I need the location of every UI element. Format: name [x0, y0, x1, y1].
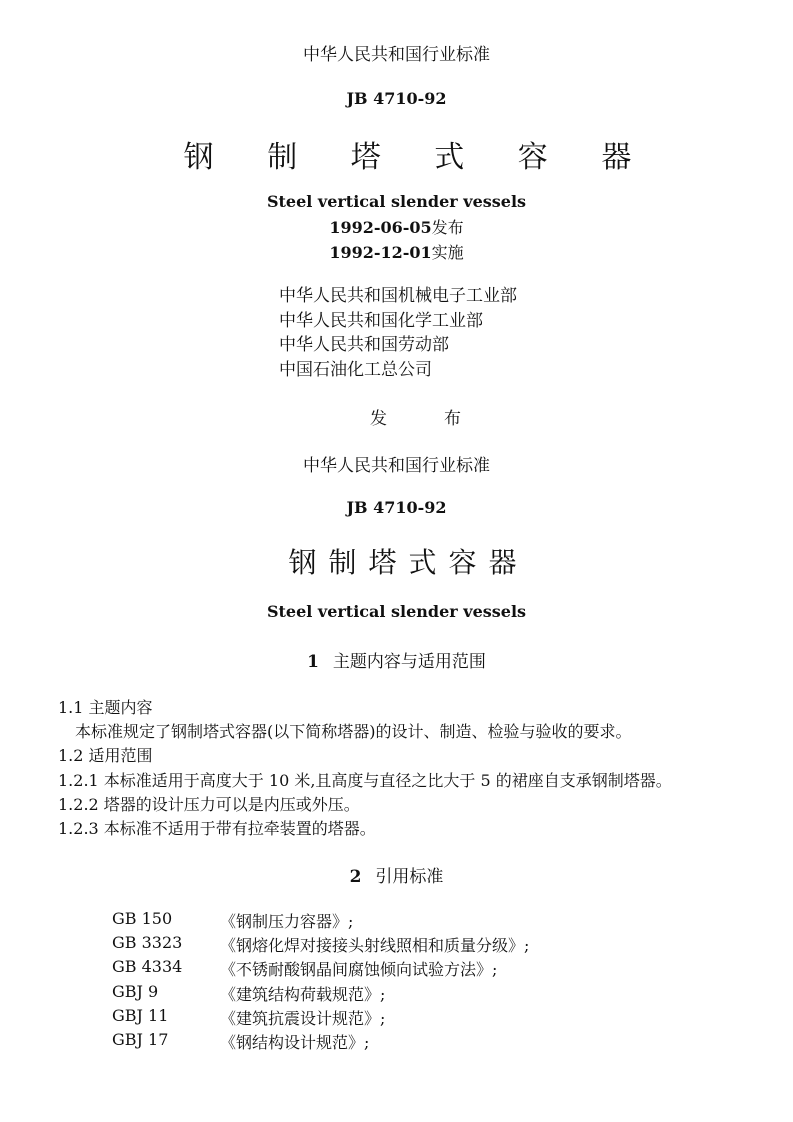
cover-standard-code: JB 4710-92 — [346, 89, 447, 108]
issuer-item: 中华人民共和国劳动部 — [279, 335, 449, 355]
reference-code: GBJ 9 — [112, 981, 159, 1001]
section-1-number: 1 — [307, 652, 319, 672]
issuer-item: 中国石油化工总公司 — [279, 359, 432, 380]
effective-label: 实施 — [431, 243, 464, 262]
effective-date: 1992-12-01 — [329, 243, 432, 262]
reference-list — [112, 909, 529, 1054]
reference-code: GB 4334 — [112, 957, 183, 977]
reference-code: GBJ 17 — [112, 1029, 169, 1049]
reference-row — [112, 982, 529, 1006]
section-2-title: 引用标准 — [375, 867, 444, 887]
effective-line — [0, 240, 793, 263]
clause-1-1-text: 本标准规定了钢制塔式容器(以下简称塔器)的设计、制造、检验与验收的要求。 — [75, 722, 632, 741]
reference-name: 《建筑抗震设计规范》; — [220, 1008, 386, 1028]
issuer-list — [279, 284, 517, 382]
main-title-en: Steel vertical slender vessels — [266, 602, 527, 621]
issue-label-2: 布 — [444, 409, 461, 429]
reference-row — [112, 957, 529, 981]
reference-code: GB 3323 — [112, 933, 183, 953]
section-2-number: 2 — [349, 867, 362, 887]
published-label: 发布 — [431, 218, 464, 237]
clause-1-2-2: 1.2.2 塔器的设计压力可以是内压或外压。 — [58, 795, 360, 814]
reference-row — [112, 1006, 529, 1030]
reference-code: GBJ 11 — [112, 1005, 169, 1025]
reference-code: GB 150 — [112, 909, 173, 928]
reference-row — [112, 909, 529, 933]
reference-row — [112, 1030, 529, 1054]
clause-1-2-3: 1.2.3 本标准不适用于带有拉牵装置的塔器。 — [58, 819, 376, 838]
reference-name: 《钢熔化焊对接接头射线照相和质量分级》; — [220, 936, 530, 956]
cover-title: 钢 制 塔 式 容 器 — [183, 140, 654, 175]
published-date: 1992-06-05 — [329, 218, 432, 237]
reference-name: 《钢结构设计规范》; — [220, 1032, 370, 1052]
main-org: 中华人民共和国行业标准 — [303, 456, 490, 476]
reference-name: 《钢制压力容器》; — [220, 912, 354, 931]
main-standard-code: JB 4710-92 — [346, 498, 447, 517]
issuer-item: 中华人民共和国化学工业部 — [279, 310, 483, 331]
section-2-heading — [0, 862, 793, 887]
cover-title-en: Steel vertical slender vessels — [266, 192, 527, 211]
published-line — [0, 215, 793, 238]
issue-label: 发 — [370, 409, 387, 429]
clause-1-2-1: 1.2.1 本标准适用于高度大于 10 米,且高度与直径之比大于 5 的裙座自支承钢制塔器。 — [58, 771, 672, 790]
reference-row — [112, 933, 529, 957]
clause-1-1: 1.1 主题内容 — [58, 698, 153, 717]
reference-name: 《不锈耐酸钢晶间腐蚀倾向试验方法》; — [220, 960, 498, 980]
reference-name: 《建筑结构荷载规范》; — [220, 984, 386, 1004]
main-title: 钢制塔式容器 — [288, 546, 529, 579]
cover-org: 中华人民共和国行业标准 — [303, 45, 490, 65]
section-1-title: 主题内容与适用范围 — [332, 652, 486, 672]
section-1-heading — [0, 647, 793, 672]
clause-1-2: 1.2 适用范围 — [58, 746, 153, 765]
issuer-item: 中华人民共和国机械电子工业部 — [279, 286, 517, 306]
